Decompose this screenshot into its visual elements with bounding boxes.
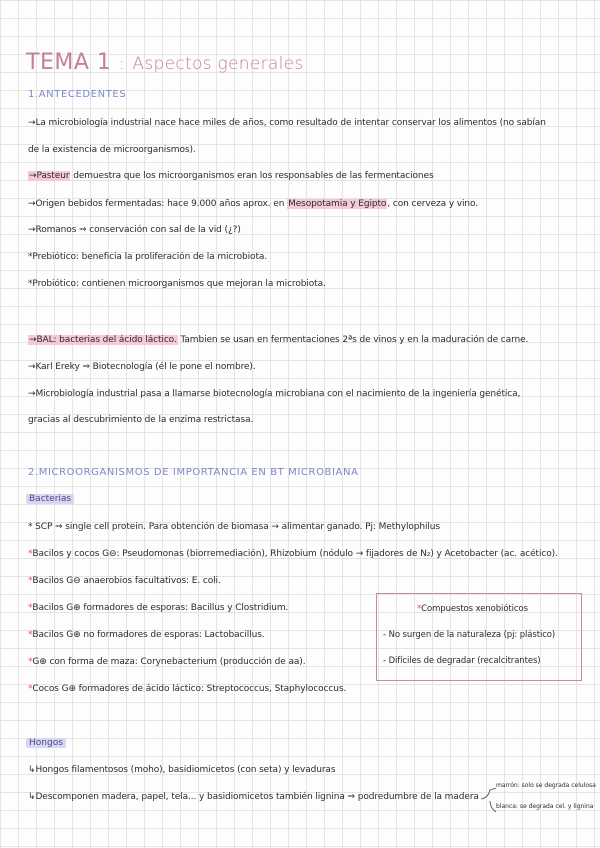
line-origen-bebidas [28,199,478,209]
origen-tail: , con cerveza y vino. [387,199,479,209]
section-heading-antecedentes: 1.ANTECEDENTES [28,89,127,100]
line-ingenieria: →Microbiología industrial pasa a llamarse biotecnología microbiana con el nacimiento de la ingeniería genética, [28,389,521,399]
line-cocos-lactico [28,684,346,694]
line-scp: * SCP ⇒ single cell protein. Para obtención de biomasa → alimentar ganado. Pj: Methylophilus [28,522,440,532]
line-hongos-filamentosos: ↳Hongos filamentosos (moho), basidiomicetos (con seta) y levaduras [28,765,336,775]
mesopotamia-highlight: Mesopotamia y Egipto [288,199,387,209]
bal-text: Tambien se usan en fermentaciones 2ªs de vinos y en la maduración de carne. [180,335,529,345]
xenobioticos-box [376,593,582,681]
line-romanos: →Romanos ⇒ conservación con sal de la vid (¿?) [28,225,241,235]
line-existencia: de la existencia de microorganismos). [28,145,196,155]
bullet-star: * [28,657,33,667]
bacilos-cocos-text: Bacilos y cocos G⊖: Pseudomonas (biorremediación), Rhizobium (nódulo → fijadores de N₂) y Acetobacter (ac. acético). [32,549,558,559]
anaerobios-text: Bacilos G⊖ anaerobios facultativos: E. coli. [32,576,221,586]
line-probiotico: *Probiótico: contienen microorganismos que mejoran la microbiota. [28,279,326,289]
no-esporas-text: Bacilos G⊕ no formadores de esporas: Lactobacillus. [32,630,265,640]
line-bacilos-no-esporas [28,630,265,640]
page-title [26,50,304,75]
tag-bacterias: Bacterias [26,494,74,504]
section-heading-microorganismos: 2.MICROORGANISMOS DE IMPORTANCIA EN BT MICROBIANA [28,467,359,478]
pasteur-highlight: →Pasteur [29,171,70,181]
pasteur-text: demuestra que los microorganismos eran los responsables de las fermentaciones [73,171,434,181]
line-prebiotico: *Prebiótico: beneficia la proliferación de la microbiota. [28,252,268,262]
line-descomponen: ↳Descomponen madera, papel, tela... y basidiomicetos también lignina ⇒ podredumbre de la madera [28,792,479,802]
tag-hongos: Hongos [26,738,66,748]
line-karl-ereky: →Karl Ereky ⇒ Biotecnología (él le pone el nombre). [28,362,256,372]
origen-text: →Origen bebidos fermentadas: hace 9.000 años aprox. en [28,199,285,209]
bullet-star: * [28,684,33,694]
title-main: TEMA 1 [26,50,112,75]
line-bacilos-anaerobios [28,576,221,586]
line-restrictasa: gracias al descubrimiento de la enzima restrictasa. [28,415,254,425]
bullet-star: * [28,630,33,640]
line-bacilos-esporas [28,603,288,613]
bullet-star: * [28,603,33,613]
note-marron: marrón: solo se degrada celulosa [496,782,596,789]
esporas-text: Bacilos G⊕ formadores de esporas: Bacillus y Clostridium. [32,603,289,613]
note-blanca: blanca: se degrada cel. y lignina [496,803,594,810]
maza-text: G⊕ con forma de maza: Corynebacterium (producción de aa). [32,657,306,667]
box-title [417,604,528,614]
box-line-naturaleza: - No surgen de la naturaleza (pj: plástico) [383,630,556,640]
line-bacilos-cocos-gneg [28,549,558,559]
bullet-star: * [28,549,33,559]
box-line-degradar: - Difíciles de degradar (recalcitrantes) [383,656,541,666]
title-sub: Aspectos generales [132,54,304,74]
line-bal [28,335,528,345]
bal-highlight: →BAL: bacterias del ácido láctico. [29,335,177,345]
line-microbiologia: →La microbiología industrial nace hace miles de años, como resultado de intentar conservar los alimentos (no sabían [28,118,546,128]
line-pasteur [28,171,434,181]
cocos-lactico-text: Cocos G⊕ formadores de ácido láctico: Streptococcus, Staphylococcus. [32,684,347,694]
line-maza [28,657,305,667]
bullet-star: * [28,576,33,586]
box-title-text: Compuestos xenobióticos [421,604,528,614]
bullet-star: * [417,604,422,614]
title-sep: : [118,54,125,74]
